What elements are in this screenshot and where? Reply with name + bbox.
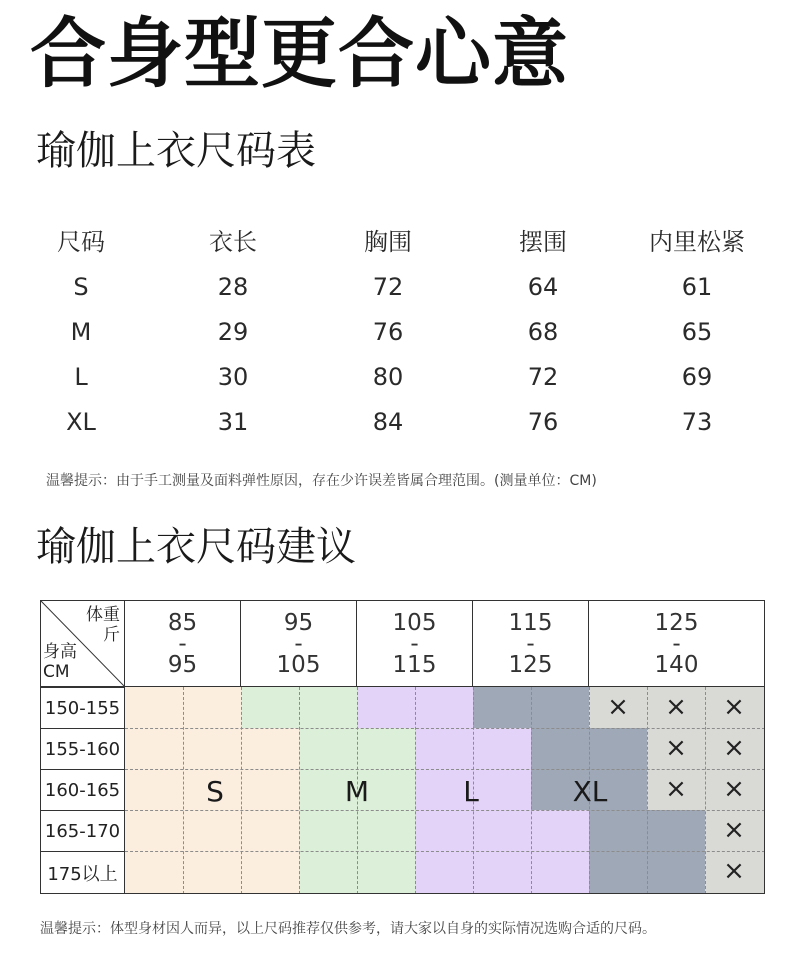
zone-l-extension: [531, 810, 589, 894]
grid-line: [125, 851, 765, 852]
header-hem: 摆围: [519, 228, 567, 256]
corner-weight-label: 体重斤: [86, 605, 120, 645]
not-recommended-mark: ×: [723, 856, 745, 886]
weight-dash: -: [672, 631, 681, 657]
weight-range-header: [125, 600, 241, 687]
table-row: [0, 402, 790, 447]
table-row: [0, 267, 790, 312]
weight-to: 95: [167, 652, 198, 678]
size-chart-header-row: [0, 222, 790, 267]
recommendation-title: 瑜伽上衣尺码建议: [36, 524, 356, 570]
table-cell: 69: [681, 363, 713, 391]
table-cell: 31: [217, 408, 249, 436]
not-recommended-mark: ×: [665, 774, 687, 804]
not-recommended-mark: ×: [665, 733, 687, 763]
table-cell: 64: [527, 273, 559, 301]
header-chest: 胸围: [364, 228, 412, 256]
header-length: 衣长: [209, 228, 257, 256]
table-cell: 76: [372, 318, 404, 346]
grid-line: [125, 810, 765, 811]
weight-to: 125: [508, 652, 553, 678]
table-cell: XL: [66, 408, 96, 436]
header-elastic: 内里松紧: [649, 228, 745, 256]
table-cell: 73: [681, 408, 713, 436]
weight-dash: -: [178, 631, 187, 657]
not-recommended-mark: ×: [723, 815, 745, 845]
weight-range-header: [473, 600, 589, 687]
table-row: [0, 312, 790, 357]
height-range-header: 175以上: [40, 851, 125, 894]
table-cell: L: [74, 363, 88, 391]
weight-to: 115: [392, 652, 437, 678]
size-label-m: M: [344, 775, 370, 808]
weight-from: 85: [167, 610, 198, 636]
grid-corner-header: [40, 600, 125, 687]
weight-dash: -: [410, 631, 419, 657]
weight-to: 105: [276, 652, 321, 678]
table-cell: 80: [372, 363, 404, 391]
zone-s-extension: [241, 728, 299, 894]
not-recommended-mark: ×: [665, 692, 687, 722]
table-cell: 84: [372, 408, 404, 436]
weight-from: 125: [654, 610, 699, 636]
weight-from: 115: [508, 610, 553, 636]
size-label-xl: XL: [572, 775, 608, 808]
table-cell: 28: [217, 273, 249, 301]
size-recommendation-grid: [40, 600, 765, 894]
weight-range-header: [357, 600, 473, 687]
height-range-header: 160-165: [40, 769, 125, 811]
table-cell: 65: [681, 318, 713, 346]
weight-range-header: [589, 600, 765, 687]
size-label-s: S: [206, 775, 224, 808]
weight-from: 105: [392, 610, 437, 636]
table-cell: 29: [217, 318, 249, 346]
table-cell: M: [70, 318, 92, 346]
table-cell: 72: [372, 273, 404, 301]
size-chart-note: 温馨提示：由于手工测量及面料弹性原因，存在少许误差皆属合理范围。(测量单位：CM): [46, 473, 597, 489]
table-cell: 30: [217, 363, 249, 391]
headline: 合身型更合心意: [30, 9, 569, 98]
size-label-l: L: [463, 775, 479, 808]
table-cell: 61: [681, 273, 713, 301]
height-range-header: 150-155: [40, 687, 125, 729]
corner-height-label: 身高CM: [43, 642, 77, 682]
height-range-header: 155-160: [40, 728, 125, 770]
not-recommended-mark: ×: [723, 774, 745, 804]
table-cell: 68: [527, 318, 559, 346]
not-recommended-mark: ×: [723, 733, 745, 763]
not-recommended-mark: ×: [607, 692, 629, 722]
grid-line: [415, 687, 416, 894]
not-recommended-mark: ×: [723, 692, 745, 722]
weight-from: 95: [283, 610, 314, 636]
height-range-header: 165-170: [40, 810, 125, 852]
table-cell: 76: [527, 408, 559, 436]
weight-dash: -: [526, 631, 535, 657]
table-row: [0, 357, 790, 402]
size-chart-table: [0, 222, 790, 447]
table-cell: S: [73, 273, 89, 301]
size-chart-title: 瑜伽上衣尺码表: [36, 128, 316, 174]
weight-range-header: [241, 600, 357, 687]
recommendation-note: 温馨提示：体型身材因人而异，以上尺码推荐仅供参考，请大家以自身的实际情况选购合适的尺码。: [40, 921, 656, 937]
header-size: 尺码: [57, 228, 105, 256]
weight-dash: -: [294, 631, 303, 657]
table-cell: 72: [527, 363, 559, 391]
grid-line: [299, 687, 300, 894]
weight-to: 140: [654, 652, 699, 678]
grid-line: [531, 687, 532, 894]
